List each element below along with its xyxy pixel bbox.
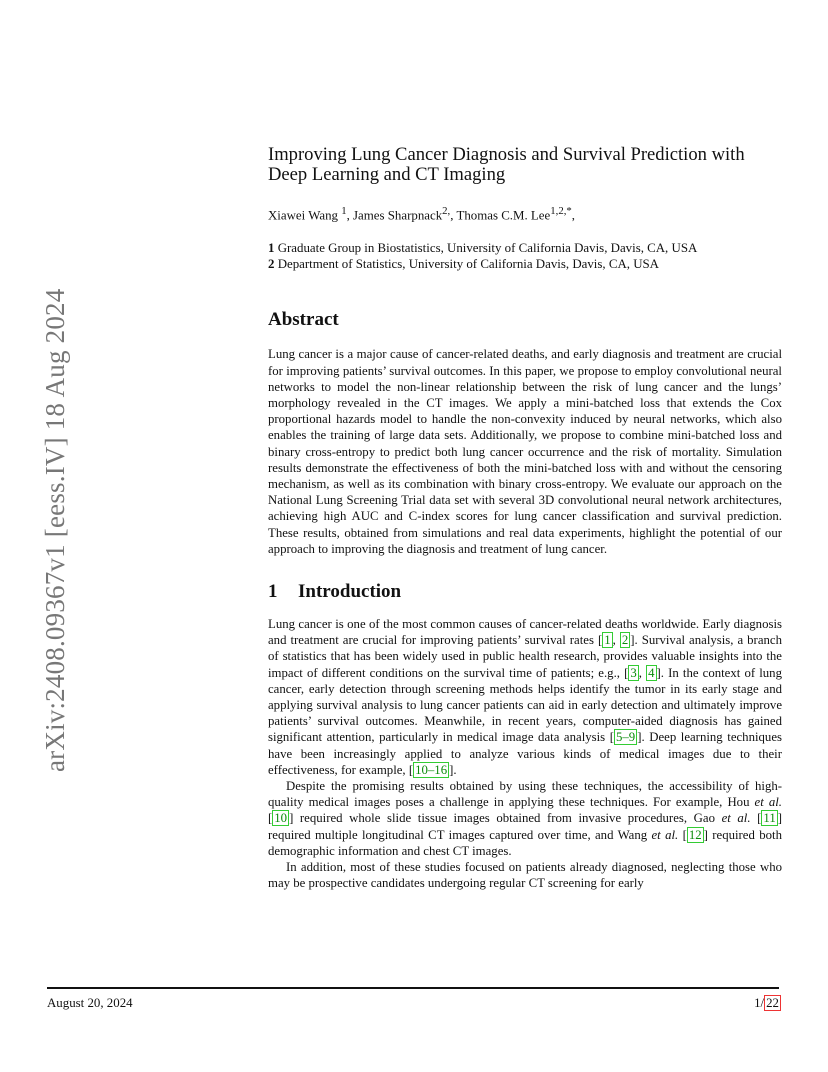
paper-title: Improving Lung Cancer Diagnosis and Survival Prediction with Deep Learning and CT Imaging <box>268 144 745 185</box>
et-al: et al. <box>651 827 679 842</box>
citation-link[interactable]: 12 <box>688 827 702 842</box>
affiliation-text: Department of Statistics, University of California Davis, Davis, CA, USA <box>277 257 659 272</box>
abstract-text: Lung cancer is a major cause of cancer-related deaths, and early diagnosis and treatment are crucial for improving patients’ survival outcomes. In this paper, we propose to employ convolutional neural networks to model the non-linear relationship between the risk of lung cancer and the lungs’ morphology revealed in the CT images. We apply a mini-batched loss that extends the Cox proportional hazards model to handle the non-convexity induced by neural networks, which also enables the training of large data sets. Additionally, we propose to combine mini-batched loss and binary cross-entropy to predict both lung cancer occurrence and the risk of mortality. Simulation results demonstrate the effectiveness of both the mini-batched loss with and without the censoring mechanism, as well as its combination with binary cross-entropy. We evaluate our approach on the National Lung Screening Trial data set with several 3D convolutional neural network architectures, achieving high AUC and C-index scores for lung cancer classification and survival prediction. These results, obtained from simulations and real data experiments, highlight the potential of our approach to improving the diagnosis and treatment of lung cancer. <box>268 347 782 556</box>
citation-link[interactable]: 10 <box>274 811 288 826</box>
citation-link[interactable]: 10–16 <box>415 762 448 777</box>
citation-link[interactable]: 2 <box>621 633 629 648</box>
footer-date: August 20, 2024 <box>47 996 133 1010</box>
page-number <box>754 996 781 1011</box>
page-total-link[interactable]: 22 <box>766 996 779 1010</box>
text-run: . <box>453 762 457 777</box>
et-al: et al. <box>721 811 751 826</box>
affiliation-number: 1 <box>268 241 275 256</box>
affiliation-item <box>268 256 782 272</box>
affiliation-item <box>268 240 782 256</box>
text-run: , <box>638 665 647 680</box>
citation-link[interactable]: 5–9 <box>615 730 636 745</box>
section-heading-introduction <box>268 580 782 604</box>
text-run: . In the context of lung cancer, early detection through screening methods helps identify the tumor in its early stage and applying survival analysis to lung cancer patients can aid in early detection and ultimately improve patients’ survival outcomes. Meanwhile, in recent years, computer-aided diagnosis has gained significant attention, particularly in medical image data analysis <box>268 665 782 745</box>
page-current: 1/ <box>754 996 765 1010</box>
affiliation-text: Graduate Group in Biostatistics, University of California Davis, Davis, CA, USA <box>277 241 698 256</box>
text-run: required whole slide tissue images obtained from invasive procedures, Gao <box>293 811 722 826</box>
author-name: Xiawei Wang <box>268 208 338 223</box>
intro-paragraph-3: In addition, most of these studies focused on patients already diagnosed, neglecting those who may be prospective candidates undergoing regular CT screening for early <box>268 859 782 891</box>
text-run: required both demographic information and chest CT images. <box>268 827 782 858</box>
author-name: Thomas C.M. Lee <box>456 208 551 223</box>
affiliation-number: 2 <box>268 257 275 272</box>
author-affil-mark: 1,2,* <box>550 205 572 217</box>
text-run: , <box>612 633 620 648</box>
intro-paragraph-2: Despite the promising results obtained by using these techniques, the accessibility of high-quality medical images poses a challenge in applying these techniques. For example, Hou et al. [ 10 ] required whole slide tissue images obtained from invasive procedures, Gao et al. [ 11 ] required multiple longitudinal CT images captured over time, and Wang et al. [ 12 ] required both demographic information and chest CT images. <box>268 778 782 858</box>
citation-link[interactable]: 1 <box>604 633 611 648</box>
author-list: Xiawei Wang $^1$, James Sharpnack$^{2,}$, Thomas C.M. Lee$^{1,2,*}$, <box>268 205 575 223</box>
text-run: . Survival analysis, a branch of statistics that has been widely used in public health research, provides valuable insights into the impact of different conditions on the survival time of patients; e.g., <box>268 633 782 680</box>
text-run: Lung cancer is one of the most common causes of cancer-related deaths worldwide. Early diagnosis and treatment are crucial for improving patients’ survival rates <box>268 616 782 648</box>
section-number: 1 <box>268 580 278 602</box>
intro-paragraph-1: Lung cancer is one of the most common causes of cancer-related deaths worldwide. Early diagnosis and treatment are crucial for improving patients’ survival rates [ 1 , 2 ]. Survival analysis, a branch of statistics that has been widely used in public health research, provides valuable insights into the impact of different conditions on the survival time of patients; e.g., [ 3 , 4 ]. In the context of lung cancer, early detection through screening methods helps identify the tumor in its early stage and applying survival analysis to lung cancer patients can aid in early detection and ultimately improve patients’ survival outcomes. Meanwhile, in recent years, computer-aided diagnosis has gained significant attention, particularly in medical image data analysis [ 5–9 ]. Deep learning techniques have been increasingly applied to analyze various kinds of medical images due to their effectiveness, for example, [ 10–16 ]. <box>268 616 782 777</box>
author-name: James Sharpnack <box>353 208 443 223</box>
text-run: . Deep learning techniques have been increasingly applied to analyze various kinds of medical images due to their effectiveness, for example, <box>268 730 782 777</box>
footer-divider <box>47 987 779 989</box>
citation-link[interactable]: 11 <box>763 811 776 826</box>
affiliation-list <box>268 240 782 272</box>
section-title: Introduction <box>298 580 402 602</box>
text-run: Despite the promising results obtained by using these techniques, the accessibility of high-quality medical images poses a challenge in applying these techniques. For example, Hou <box>268 778 782 810</box>
paper-content <box>268 145 782 891</box>
text-run: required multiple longitudinal CT images captured over time, and Wang <box>268 827 652 842</box>
arxiv-identifier: arXiv:2408.09367v1 [eess.IV] 18 Aug 2024 <box>40 288 70 772</box>
citation-link[interactable]: 3 <box>630 665 637 680</box>
citation-link[interactable]: 4 <box>648 665 655 680</box>
et-al: et al. <box>754 795 782 810</box>
author-affil-mark: 2, <box>442 205 451 217</box>
abstract-heading: Abstract <box>268 309 339 331</box>
author-affil-mark: 1 <box>341 205 347 217</box>
